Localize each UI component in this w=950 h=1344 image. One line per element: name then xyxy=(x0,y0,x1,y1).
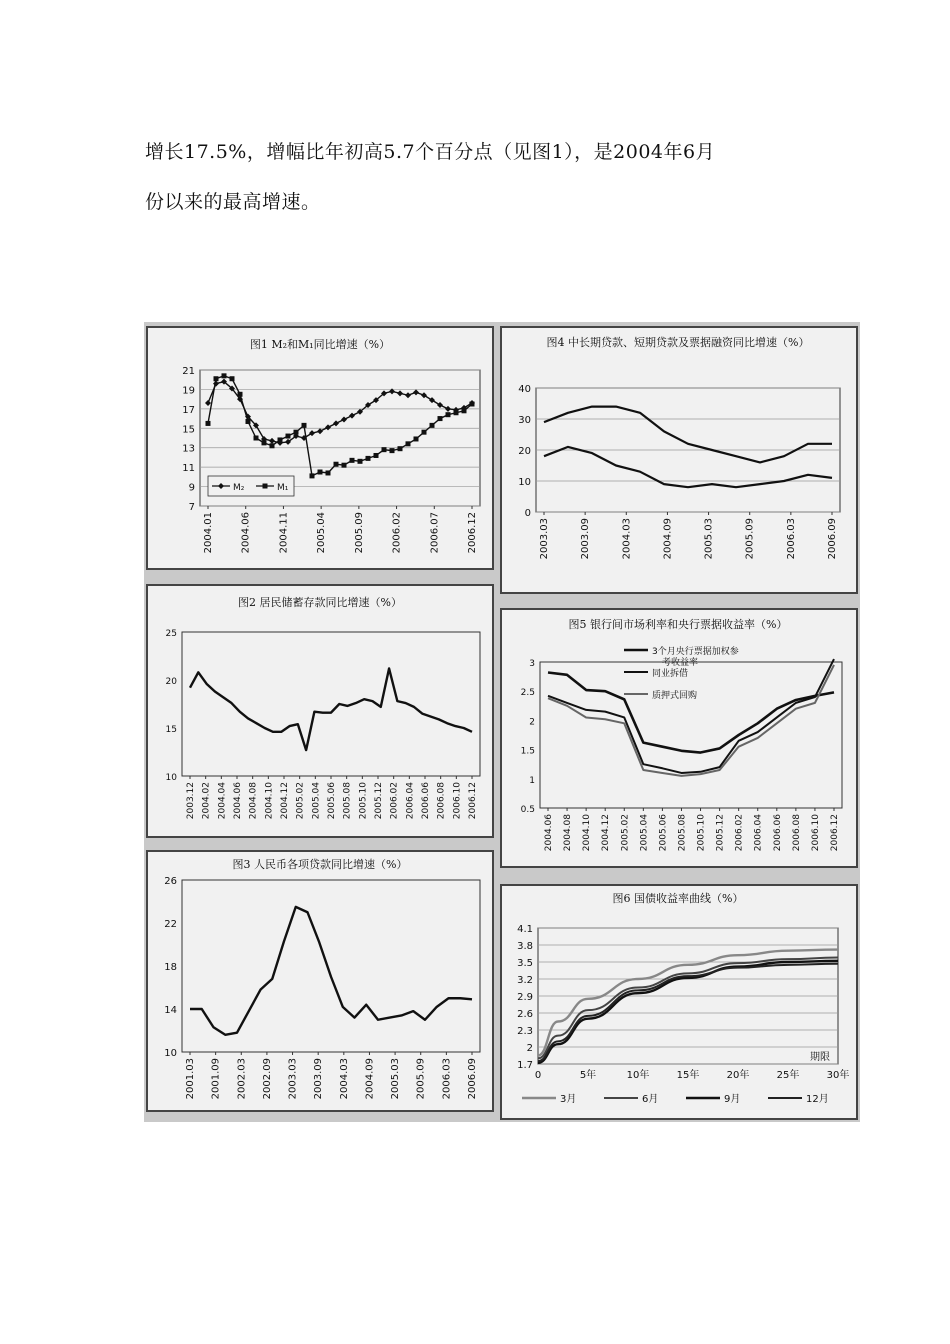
fig3-x-tick-label: 2005.09 xyxy=(415,1058,427,1100)
fig6-panel xyxy=(500,884,858,1120)
fig5-y-tick-label: 3 xyxy=(529,659,535,669)
fig3-x-tick-label: 2004.03 xyxy=(338,1058,350,1100)
fig5-series-line-2 xyxy=(548,659,834,773)
fig1-series-2-point xyxy=(286,434,291,439)
fig2-y-tick-label: 15 xyxy=(165,725,177,735)
fig1-legend-marker xyxy=(263,484,268,489)
fig5-chart xyxy=(502,610,856,866)
fig1-series-2-point xyxy=(206,421,211,426)
fig4-chart xyxy=(502,328,856,592)
fig5-x-tick-label: 2004.06 xyxy=(544,814,554,852)
fig1-series-2-point xyxy=(246,419,251,424)
fig4-panel xyxy=(500,326,858,594)
fig6-y-tick-label: 2 xyxy=(526,1043,533,1054)
fig5-y-tick-label: 1 xyxy=(529,775,535,786)
paragraph-line-1: 增长17.5%，增幅比年初高5.7个百分点（见图1），是2004年6月 xyxy=(145,141,716,163)
fig3-plot-frame xyxy=(182,880,480,1052)
fig3-x-tick-label: 2006.03 xyxy=(441,1058,453,1100)
fig5-x-tick-label: 2006.06 xyxy=(772,814,783,852)
fig2-x-tick-label: 2005.06 xyxy=(327,782,337,820)
fig3-x-tick-label: 2002.03 xyxy=(236,1058,248,1100)
fig1-series-2-point xyxy=(326,470,331,475)
fig2-x-tick-label: 2005.12 xyxy=(374,782,384,820)
fig3-x-tick-label: 2003.09 xyxy=(313,1058,325,1100)
fig1-series-2-point xyxy=(366,456,371,461)
fig1-series-2-point xyxy=(238,392,243,397)
fig6-y-tick-label: 3.5 xyxy=(517,958,533,969)
fig1-series-line-1 xyxy=(208,382,472,443)
fig1-series-2-point xyxy=(470,402,475,407)
fig1-y-tick-label: 11 xyxy=(182,463,195,475)
fig2-x-tick-label: 2006.12 xyxy=(468,782,478,820)
fig1-series-2-point xyxy=(262,440,267,445)
fig5-plot-frame xyxy=(540,662,842,808)
fig6-title: 图6 国债收益率曲线（%） xyxy=(612,892,744,905)
fig1-series-1-point xyxy=(349,413,355,419)
fig1-x-tick-label: 2004.01 xyxy=(203,512,214,554)
fig1-series-1-point xyxy=(437,402,443,408)
fig1-series-2-point xyxy=(414,436,419,441)
fig1-series-1-point xyxy=(333,420,339,426)
fig2-x-tick-label: 2004.10 xyxy=(264,782,275,820)
fig1-legend-label: M₁ xyxy=(277,483,289,493)
fig1-series-2-point xyxy=(358,459,363,464)
fig6-x-tick-label: 15年 xyxy=(676,1070,700,1081)
fig5-x-tick-label: 2006.08 xyxy=(791,814,802,852)
fig3-x-tick-label: 2005.03 xyxy=(390,1058,402,1100)
fig2-y-tick-label: 20 xyxy=(165,677,177,687)
fig4-x-tick-label: 2006.03 xyxy=(785,518,797,560)
fig1-series-2-point xyxy=(342,463,347,468)
fig1-series-1-point xyxy=(445,406,451,412)
fig6-x-axis-label: 期限 xyxy=(810,1052,830,1063)
fig1-legend-label: M₂ xyxy=(233,483,245,493)
fig1-series-2-point xyxy=(302,423,307,428)
fig1-series-1-point xyxy=(421,392,427,398)
fig2-panel xyxy=(146,584,494,838)
fig2-x-tick-label: 2005.08 xyxy=(342,782,353,820)
fig1-y-tick-label: 21 xyxy=(182,366,195,377)
fig1-series-2-point xyxy=(334,462,339,467)
fig6-x-tick-label: 5年 xyxy=(579,1070,597,1081)
fig2-x-tick-label: 2004.08 xyxy=(248,782,259,820)
fig5-y-tick-label: 2 xyxy=(529,717,535,728)
fig3-panel xyxy=(146,850,494,1112)
fig1-title: 图1 M₂和M₁同比增速（%） xyxy=(249,338,391,351)
fig1-series-2-point xyxy=(446,412,451,417)
paragraph-line-2: 份以来的最高增速。 xyxy=(145,191,321,213)
fig6-legend-label: 9月 xyxy=(724,1094,741,1105)
fig1-series-2-point xyxy=(374,453,379,458)
fig4-y-tick-label: 40 xyxy=(518,384,531,395)
fig5-x-tick-label: 2006.12 xyxy=(830,814,840,852)
fig6-x-tick-label: 20年 xyxy=(726,1070,750,1081)
fig5-y-tick-label: 2.5 xyxy=(520,688,535,699)
fig1-x-tick-label: 2004.06 xyxy=(240,512,252,554)
fig1-y-tick-label: 15 xyxy=(182,424,195,436)
fig5-x-tick-label: 2005.06 xyxy=(658,814,669,852)
fig1-x-tick-label: 2006.07 xyxy=(429,512,441,554)
fig2-x-tick-label: 2006.10 xyxy=(452,782,463,820)
fig1-series-2-point xyxy=(350,458,355,463)
fig1-series-2-point xyxy=(422,430,427,435)
fig1-series-1-point xyxy=(413,389,419,395)
fig1-x-tick-label: 2004.11 xyxy=(278,512,290,554)
fig4-title: 图4 中长期贷款、短期贷款及票据融资同比增速（%） xyxy=(546,336,810,349)
fig5-x-tick-label: 2004.12 xyxy=(601,814,612,852)
fig2-y-tick-label: 25 xyxy=(165,629,177,639)
fig6-y-tick-label: 1.7 xyxy=(517,1060,533,1071)
fig5-x-tick-label: 2004.10 xyxy=(582,814,593,852)
fig1-series-2-point xyxy=(318,470,323,475)
fig1-series-1-point xyxy=(317,428,323,434)
fig1-x-tick-label: 2005.04 xyxy=(316,512,328,554)
fig6-x-tick-label: 30年 xyxy=(826,1070,850,1081)
fig2-x-tick-label: 2004.12 xyxy=(280,782,290,820)
fig4-series-line-1 xyxy=(544,407,832,463)
fig1-series-1-point xyxy=(269,438,275,444)
fig3-series-line-1 xyxy=(190,907,472,1035)
fig3-chart xyxy=(148,852,492,1110)
fig6-y-tick-label: 2.9 xyxy=(517,992,533,1003)
fig3-x-tick-label: 2001.03 xyxy=(185,1058,196,1100)
fig4-x-tick-label: 2003.09 xyxy=(580,518,592,560)
fig5-x-tick-label: 2006.10 xyxy=(810,814,821,852)
fig5-legend-label: 3个月央行票据加权参 xyxy=(652,647,739,657)
fig1-x-tick-label: 2006.12 xyxy=(467,512,478,554)
fig1-series-2-point xyxy=(254,436,259,441)
fig3-x-tick-label: 2001.09 xyxy=(210,1058,222,1100)
fig2-y-tick-label: 10 xyxy=(165,773,177,783)
fig2-chart xyxy=(148,586,492,836)
fig1-series-2-point xyxy=(454,410,459,415)
fig1-series-1-point xyxy=(405,392,411,398)
fig2-x-tick-label: 2003.12 xyxy=(186,782,196,820)
fig1-series-1-point xyxy=(205,400,211,406)
fig2-x-tick-label: 2004.06 xyxy=(233,782,243,820)
fig2-x-tick-label: 2006.06 xyxy=(421,782,431,820)
fig3-y-tick-label: 22 xyxy=(164,919,177,930)
fig2-plot-frame xyxy=(182,632,480,776)
fig5-legend-label: 同业拆借 xyxy=(652,669,689,679)
fig3-x-tick-label: 2006.09 xyxy=(467,1058,478,1100)
fig2-x-tick-label: 2004.02 xyxy=(201,782,212,820)
fig1-series-1-point xyxy=(309,430,315,436)
fig6-y-tick-label: 3.8 xyxy=(517,941,533,952)
fig1-series-2-point xyxy=(406,441,411,446)
fig2-x-tick-label: 2005.10 xyxy=(358,782,369,820)
fig1-series-2-point xyxy=(270,443,275,448)
fig1-series-2-point xyxy=(390,448,395,453)
fig5-x-tick-label: 2005.04 xyxy=(639,814,650,852)
fig1-series-2-point xyxy=(438,416,443,421)
fig1-chart xyxy=(148,328,492,568)
fig5-y-tick-label: 1.5 xyxy=(520,746,535,757)
fig2-x-tick-label: 2006.08 xyxy=(436,782,447,820)
fig6-y-tick-label: 2.3 xyxy=(517,1026,533,1037)
fig5-series-line-3 xyxy=(548,665,834,776)
fig6-chart xyxy=(502,886,856,1118)
fig1-y-tick-label: 19 xyxy=(182,385,195,397)
fig3-y-tick-label: 18 xyxy=(164,962,177,973)
fig2-x-tick-label: 2004.04 xyxy=(217,782,228,820)
fig3-y-tick-label: 26 xyxy=(164,876,177,887)
fig5-x-tick-label: 2004.08 xyxy=(563,814,574,852)
fig1-series-2-point xyxy=(310,473,315,478)
fig1-y-tick-label: 9 xyxy=(188,482,195,494)
fig5-legend-label: 质押式回购 xyxy=(652,691,698,701)
fig2-x-tick-label: 2005.04 xyxy=(311,782,322,820)
fig6-y-tick-label: 2.6 xyxy=(517,1009,533,1020)
fig1-series-2-point xyxy=(382,447,387,452)
fig4-y-tick-label: 0 xyxy=(524,508,531,519)
fig1-x-tick-label: 2005.09 xyxy=(353,512,365,554)
fig6-y-tick-label: 4.1 xyxy=(517,924,533,935)
fig5-x-tick-label: 2006.04 xyxy=(753,814,764,852)
fig3-y-tick-label: 14 xyxy=(164,1005,177,1016)
fig5-x-tick-label: 2005.10 xyxy=(696,814,707,852)
fig1-series-2-point xyxy=(222,373,227,378)
fig2-x-tick-label: 2006.04 xyxy=(405,782,416,820)
fig5-y-tick-label: 0.5 xyxy=(520,805,535,815)
fig4-y-tick-label: 30 xyxy=(518,415,531,426)
fig5-legend-label-cont: 考收益率 xyxy=(662,658,699,668)
fig2-x-tick-label: 2005.02 xyxy=(295,782,306,820)
scanned-figure-page xyxy=(144,322,860,1122)
fig6-x-tick-label: 10年 xyxy=(626,1070,650,1081)
fig4-x-tick-label: 2005.03 xyxy=(703,518,715,560)
fig4-x-tick-label: 2005.09 xyxy=(744,518,756,560)
fig5-x-tick-label: 2005.02 xyxy=(620,814,631,852)
fig1-x-tick-label: 2006.02 xyxy=(391,512,403,554)
fig1-series-2-point xyxy=(294,430,299,435)
fig4-x-tick-label: 2004.03 xyxy=(621,518,633,560)
fig5-title: 图5 银行间市场利率和央行票据收益率（%） xyxy=(568,618,788,631)
fig6-legend-label: 6月 xyxy=(642,1094,659,1105)
fig1-series-2-point xyxy=(230,376,235,381)
fig4-y-tick-label: 10 xyxy=(518,477,531,488)
fig3-x-tick-label: 2003.03 xyxy=(287,1058,299,1100)
fig1-series-1-point xyxy=(429,397,435,403)
fig1-y-tick-label: 13 xyxy=(182,443,195,455)
fig2-title: 图2 居民储蓄存款同比增速（%） xyxy=(238,596,402,609)
fig2-series-line-1 xyxy=(190,668,472,750)
fig6-legend-label: 12月 xyxy=(806,1094,829,1105)
fig6-x-tick-label: 25年 xyxy=(776,1070,800,1081)
fig3-title: 图3 人民币各项贷款同比增速（%） xyxy=(232,858,408,871)
fig1-series-1-point xyxy=(341,417,347,423)
fig6-y-tick-label: 3.2 xyxy=(517,975,533,986)
fig4-y-tick-label: 20 xyxy=(518,446,531,457)
fig1-series-2-point xyxy=(278,437,283,442)
fig4-x-tick-label: 2004.09 xyxy=(662,518,674,560)
fig1-series-1-point xyxy=(397,390,403,396)
fig5-x-tick-label: 2005.08 xyxy=(677,814,688,852)
fig1-series-2-point xyxy=(430,423,435,428)
fig1-y-tick-label: 17 xyxy=(182,404,195,416)
fig5-x-tick-label: 2005.12 xyxy=(715,814,726,852)
fig1-panel xyxy=(146,326,494,570)
fig1-series-1-point xyxy=(325,424,331,430)
fig4-x-tick-label: 2003.03 xyxy=(539,518,550,560)
fig6-legend-label: 3月 xyxy=(560,1094,577,1105)
fig1-series-2-point xyxy=(214,376,219,381)
fig1-y-tick-label: 7 xyxy=(188,502,195,513)
fig1-series-2-point xyxy=(398,446,403,451)
fig5-x-tick-label: 2006.02 xyxy=(734,814,745,852)
fig1-series-2-point xyxy=(462,408,467,413)
fig4-x-tick-label: 2006.09 xyxy=(827,518,838,560)
fig3-y-tick-label: 10 xyxy=(164,1048,177,1059)
fig3-x-tick-label: 2002.09 xyxy=(261,1058,273,1100)
fig5-panel xyxy=(500,608,858,868)
fig2-x-tick-label: 2006.02 xyxy=(389,782,400,820)
fig6-x-tick-label: 0 xyxy=(534,1070,542,1081)
fig6-series-line-2 xyxy=(538,957,838,1058)
fig3-x-tick-label: 2004.09 xyxy=(364,1058,376,1100)
